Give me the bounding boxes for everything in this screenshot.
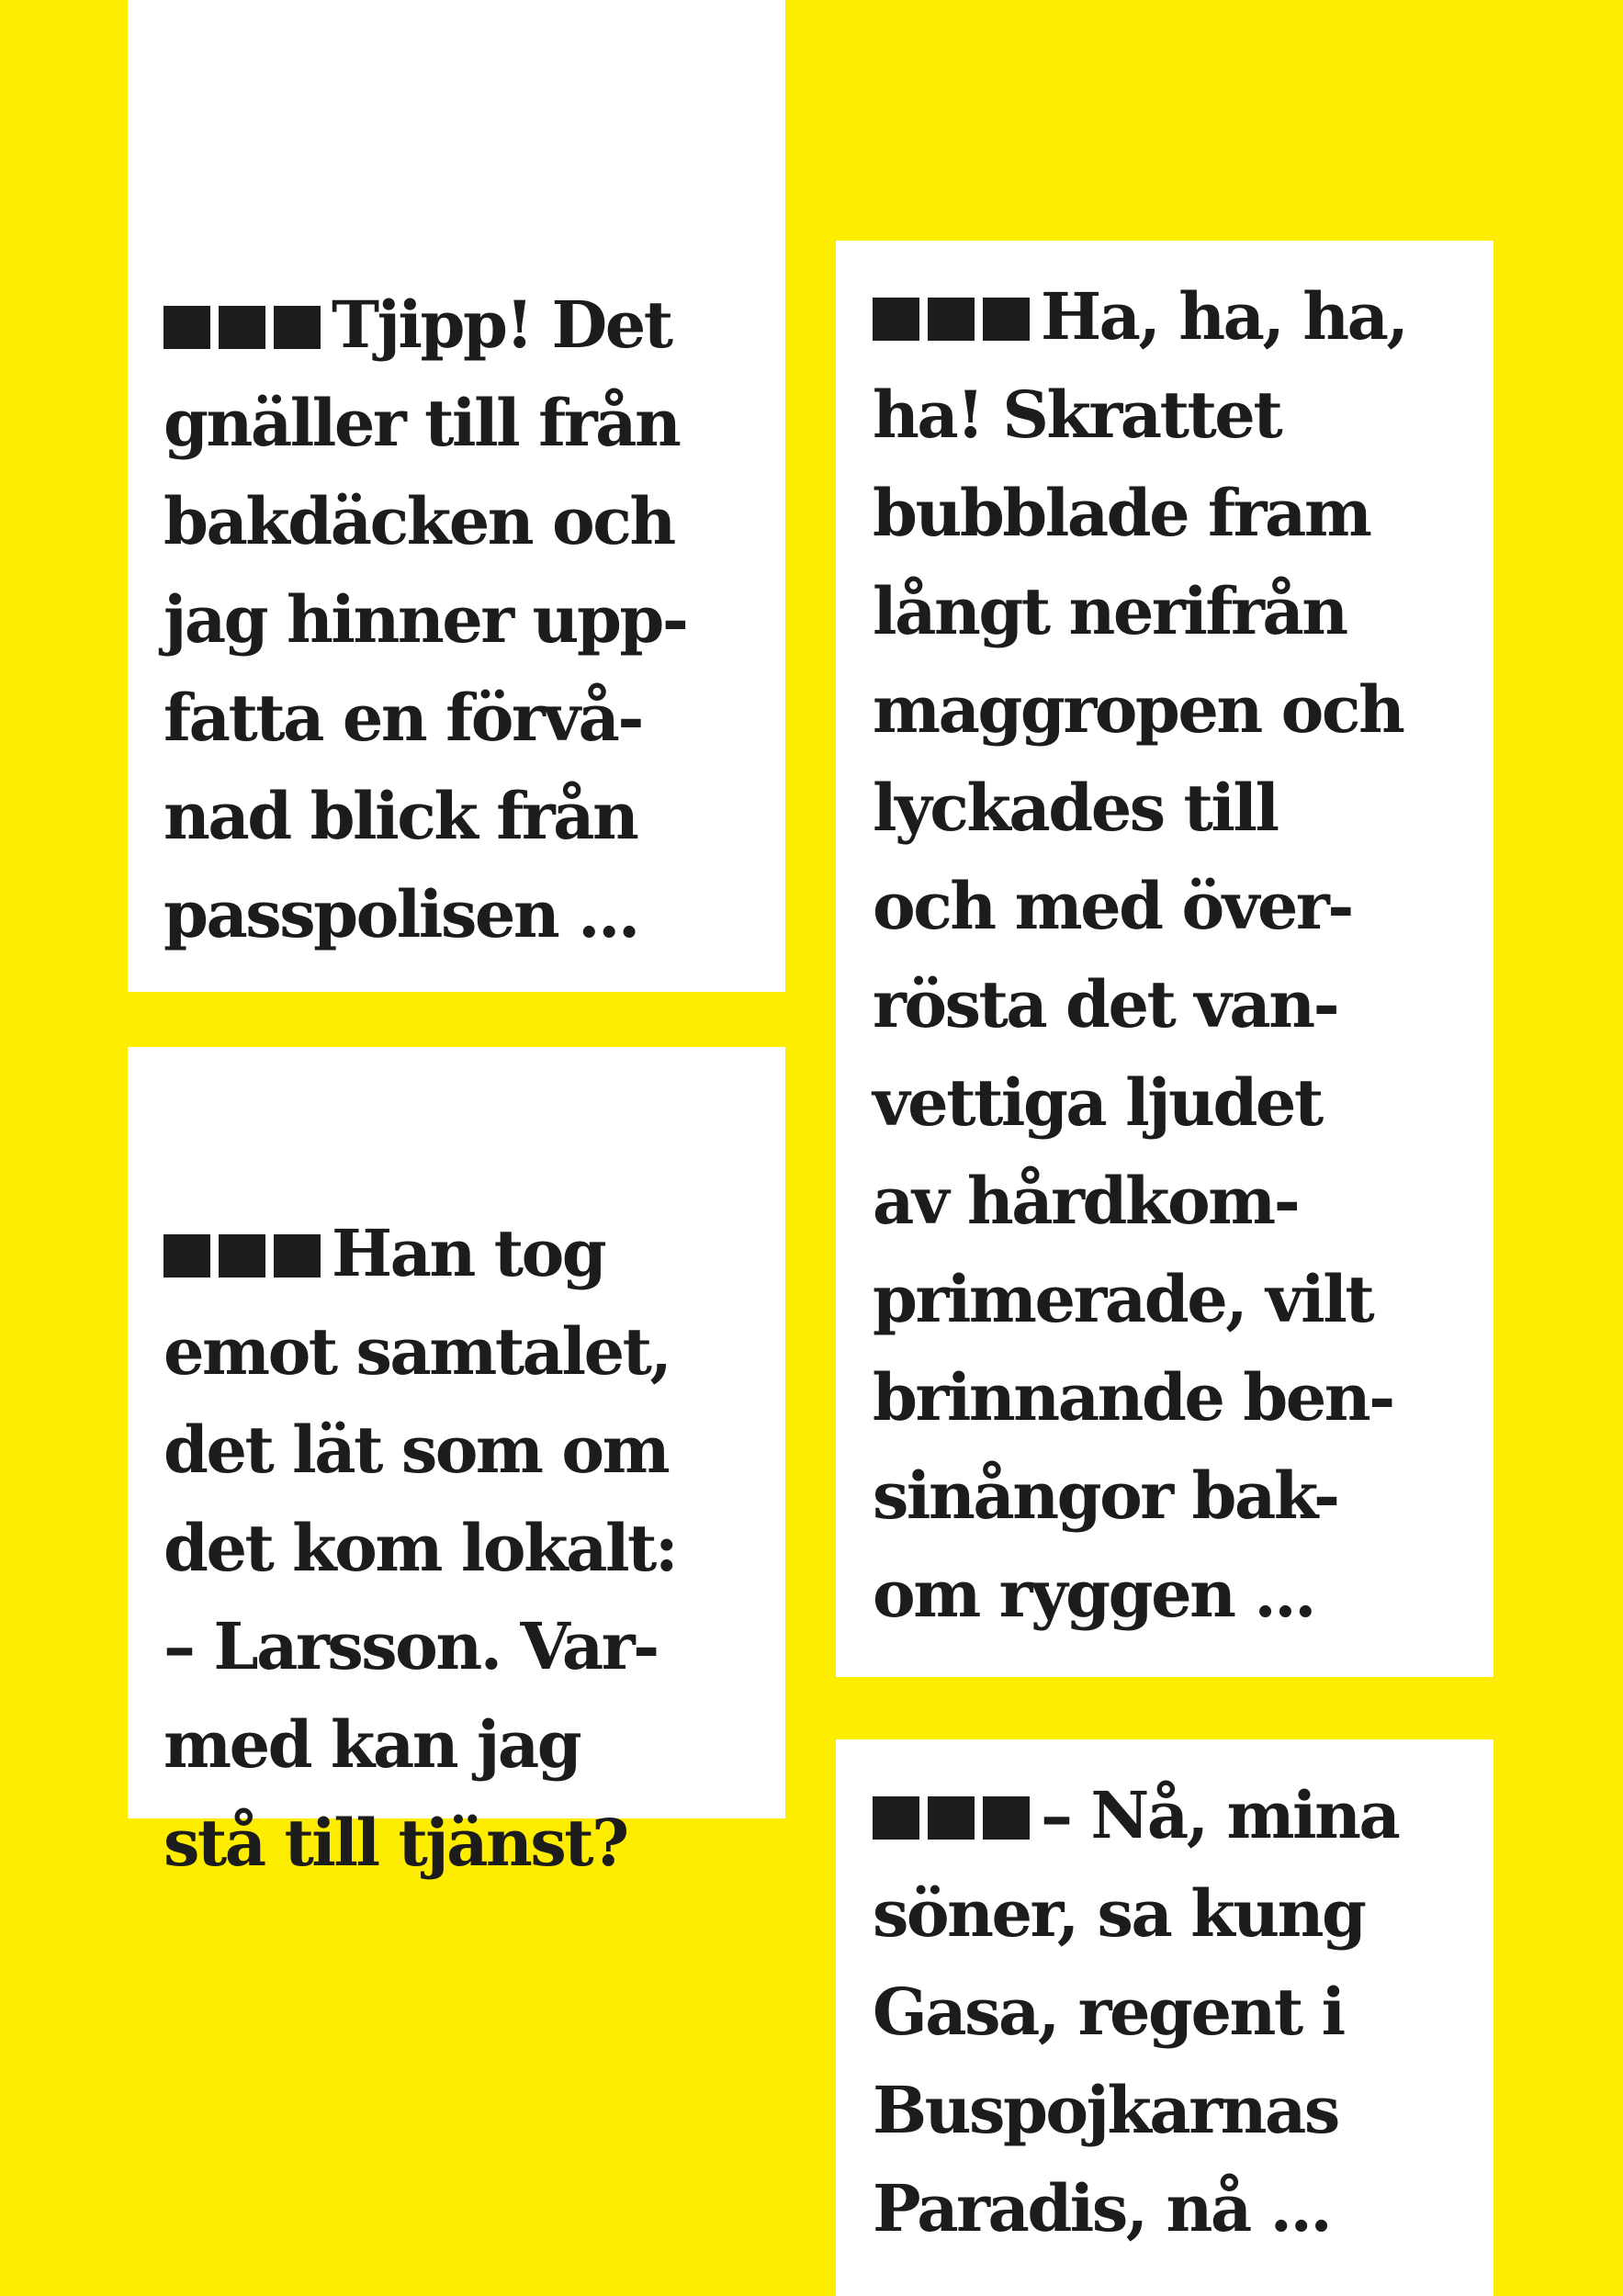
excerpt-line: med kan jag xyxy=(163,1706,580,1783)
excerpt-line: brinnande ben- xyxy=(873,1359,1393,1435)
black-square-icon xyxy=(873,267,1030,366)
excerpt-line: nad blick från xyxy=(163,778,637,854)
excerpt-text xyxy=(163,276,785,963)
excerpt-line: Paradis, nå ... xyxy=(873,2170,1331,2246)
excerpt-line: primerade, vilt xyxy=(873,1261,1373,1337)
excerpt-line: lyckades till xyxy=(873,770,1278,846)
excerpt-card-skrattet xyxy=(836,241,1493,1677)
excerpt-line: Ha, ha, ha, xyxy=(1041,278,1407,355)
excerpt-text xyxy=(873,1766,1493,2257)
excerpt-line: av hårdkom- xyxy=(873,1163,1299,1239)
excerpt-line: långt nerifrån xyxy=(873,573,1347,649)
excerpt-line: vettiga ljudet xyxy=(873,1064,1322,1141)
excerpt-card-kung-gasa xyxy=(836,1739,1493,2296)
excerpt-line: det lät som om xyxy=(163,1412,669,1488)
excerpt-line: passpolisen ... xyxy=(163,876,638,952)
excerpt-card-larsson xyxy=(128,1047,785,1881)
excerpt-line: – Larsson. Var- xyxy=(163,1608,658,1684)
excerpt-text xyxy=(163,1204,785,1892)
excerpt-line: och med över- xyxy=(873,868,1352,944)
excerpt-line: sinångor bak- xyxy=(873,1458,1338,1534)
excerpt-line: Gasa, regent i xyxy=(873,1974,1344,2050)
excerpt-line: rösta det van- xyxy=(873,966,1338,1042)
excerpt-line: emot samtalet, xyxy=(163,1313,671,1390)
excerpt-text xyxy=(873,267,1493,1643)
black-square-icon xyxy=(873,1766,1030,1864)
excerpt-line: det kom lokalt: xyxy=(163,1510,677,1586)
excerpt-line: bubblade fram xyxy=(873,475,1370,551)
excerpt-line: ha! Skrattet xyxy=(873,377,1281,453)
excerpt-line: gnäller till från xyxy=(163,385,680,461)
excerpt-line: Tjipp! Det xyxy=(332,287,671,363)
excerpt-line: bakdäcken och xyxy=(163,483,674,559)
excerpt-line: Buspojkarnas xyxy=(873,2072,1338,2148)
black-square-icon xyxy=(163,1204,321,1302)
excerpt-card-tjipp xyxy=(128,0,785,992)
excerpt-line: om ryggen ... xyxy=(873,1556,1314,1632)
excerpt-line: maggropen och xyxy=(873,671,1403,748)
excerpt-line: Han tog xyxy=(332,1215,605,1291)
excerpt-line: stå till tjänst? xyxy=(163,1805,627,1881)
black-square-icon xyxy=(163,276,321,374)
excerpt-line: söner, sa kung xyxy=(873,1875,1365,1952)
excerpt-line: fatta en förvå- xyxy=(163,680,642,756)
excerpt-line: – Nå, mina xyxy=(1041,1777,1399,1853)
excerpt-line: jag hinner upp- xyxy=(163,581,687,658)
